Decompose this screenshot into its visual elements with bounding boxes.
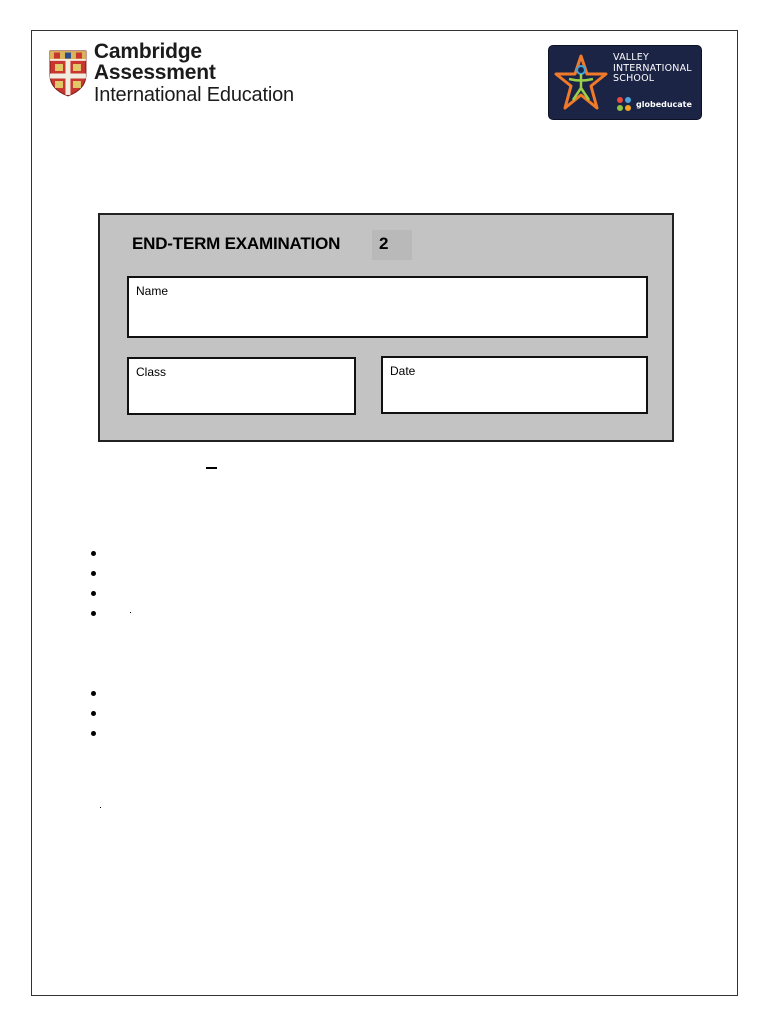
stray-mark: [130, 612, 131, 613]
bullet-icon: [91, 551, 96, 556]
bullet-icon: [91, 611, 96, 616]
stray-mark: [100, 807, 101, 808]
exam-header-box: [98, 213, 674, 442]
bullet-icon: [91, 691, 96, 696]
valley-school-logo: [548, 45, 702, 120]
bullet-icon: [91, 571, 96, 576]
cambridge-logo-line2: International Education: [93, 84, 294, 106]
school-name-line2: INTERNATIONAL: [613, 62, 692, 74]
globeducate-mark: [615, 95, 692, 113]
star-figure-icon: [553, 52, 609, 114]
exam-title: END-TERM EXAMINATION: [132, 234, 341, 253]
bullet-icon: [91, 731, 96, 736]
globeducate-icon: [615, 95, 633, 113]
page-border: [31, 30, 738, 996]
name-label: Name: [136, 284, 169, 298]
globeducate-label: globeducate: [636, 99, 692, 109]
date-label: Date: [390, 364, 416, 378]
bullet-icon: [91, 591, 96, 596]
cambridge-logo-line1: Cambridge Assessment: [93, 40, 216, 84]
class-label: Class: [136, 365, 167, 379]
cambridge-logo: [48, 40, 328, 106]
school-name-line3: SCHOOL: [613, 73, 655, 84]
dash-mark: [206, 467, 217, 469]
class-field[interactable]: [127, 357, 356, 415]
exam-number: 2: [372, 230, 412, 260]
bullet-icon: [91, 711, 96, 716]
cambridge-shield-icon: [48, 49, 88, 97]
school-name-line1: VALLEY: [613, 52, 649, 63]
date-field[interactable]: [381, 356, 648, 414]
name-field[interactable]: [127, 276, 648, 338]
